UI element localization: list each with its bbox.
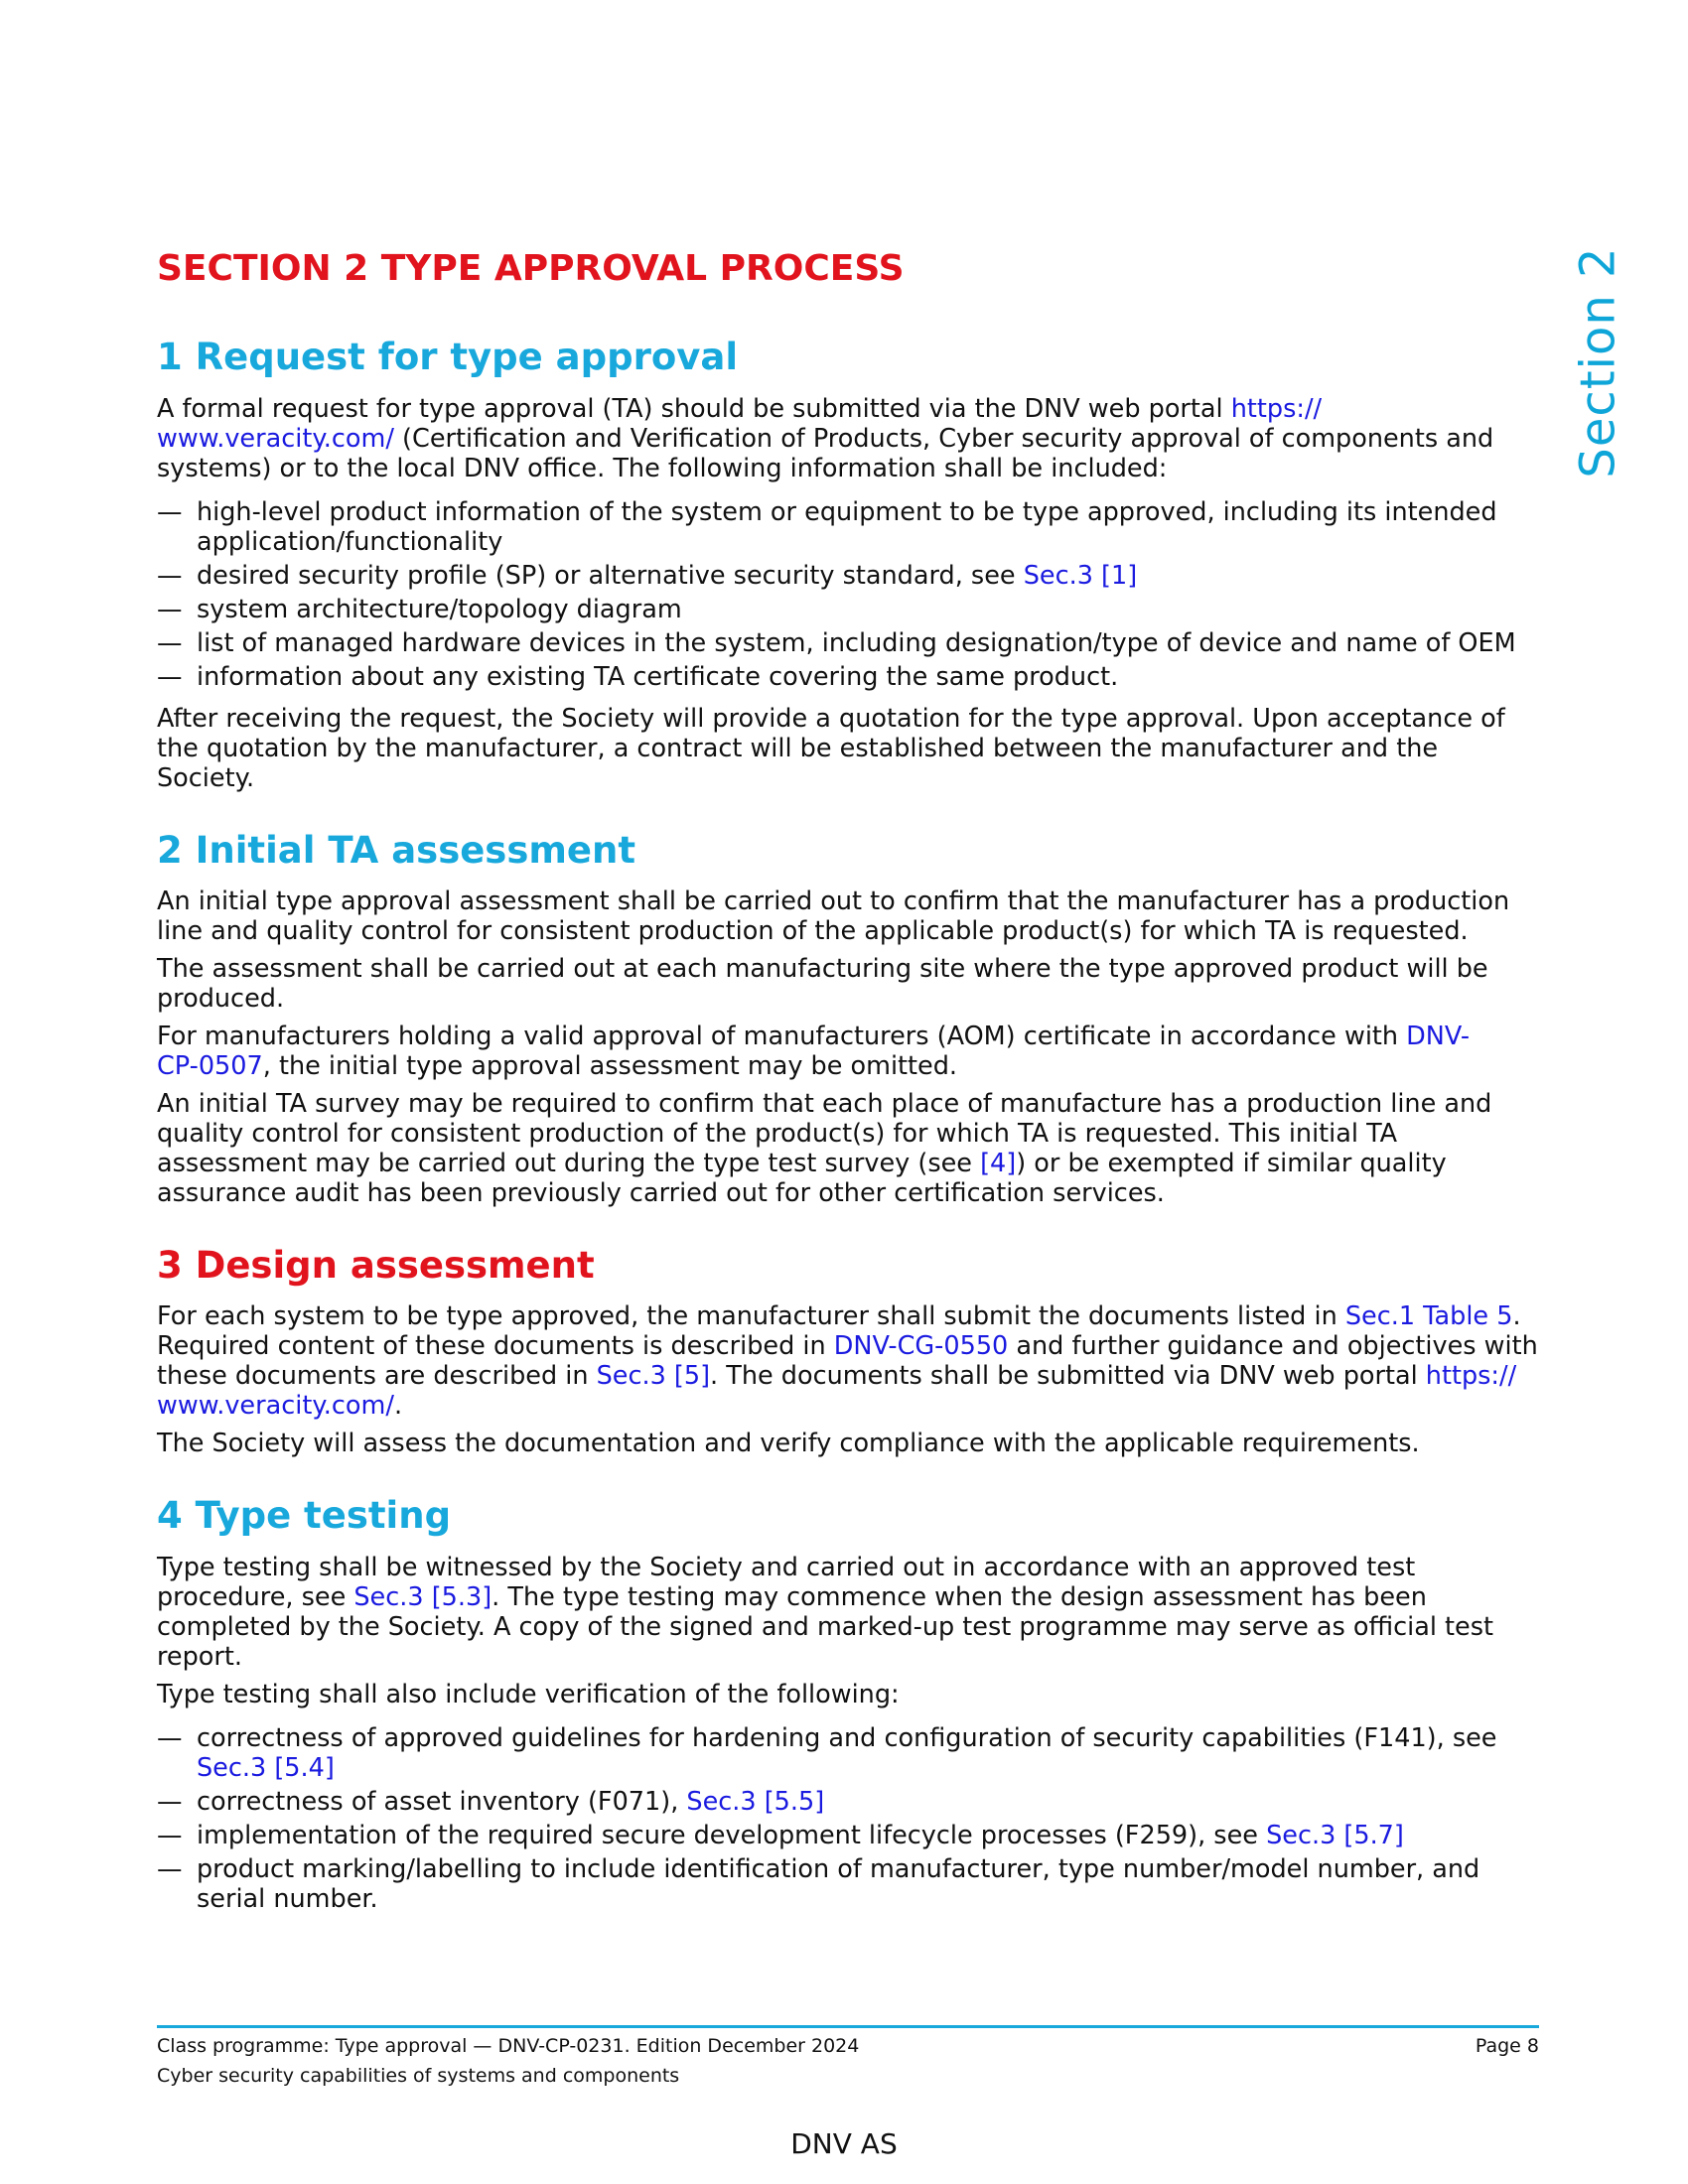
heading-type-testing: 4 Type testing xyxy=(157,1494,452,1538)
heading-design-assessment: 3 Design assessment xyxy=(157,1243,595,1287)
sec3-5-5-link[interactable]: Sec.3 [5.5] xyxy=(686,1786,825,1817)
paragraph: The Society will assess the documentation and verify compliance with the applicable requirements. xyxy=(157,1429,1420,1459)
sec3-5-3-link[interactable]: Sec.3 [5.3] xyxy=(353,1581,492,1612)
footer-document-subtitle: Cyber security capabilities of systems and components xyxy=(157,2065,680,2087)
sec1-table5-link[interactable]: Sec.1 Table 5 xyxy=(1344,1301,1513,1332)
subsection-request xyxy=(157,336,1539,792)
list-item: — product marking/labelling to include identification of manufacturer, type number/model number, and serial number. xyxy=(157,1854,1539,1914)
text: A formal request for type approval (TA) should be submitted via the DNV web portal xyxy=(157,393,1231,424)
paragraph: The assessment shall be carried out at each manufacturing site where the type approved product will be produced. xyxy=(157,953,1488,1014)
dnv-cp-0507-link[interactable]: DNV- CP-0507 xyxy=(157,1021,1471,1081)
section-title: SECTION 2 TYPE APPROVAL PROCESS xyxy=(157,248,905,289)
paragraph: For each system to be type approved, the manufacturer shall submit the documents listed in Sec.1 Table 5. Required content of these documents is described in DNV-CG-0550 and further guidance and objectives with these documents are described in Sec.3 [5]. The documents shall be submitted via DNV web portal https:// www.veracity.com/. xyxy=(157,1301,1538,1422)
list-item: — system architecture/topology diagram xyxy=(157,595,1539,624)
list-item: — high-level product information of the system or equipment to be type approved, including its intended application/functionality xyxy=(157,497,1539,557)
list-item: — correctness of approved guidelines for hardening and configuration of security capabilities (F141), see Sec.3 [5.4] xyxy=(157,1723,1539,1783)
paragraph: An initial TA survey may be required to confirm that each place of manufacture has a production line and quality control for consistent production of the product(s) for which TA is requested. This initial TA assessment may be carried out during the type test survey (see [4]) or be exempted if similar quality assurance audit has been previously carried out for other certification services. xyxy=(157,1088,1492,1208)
ref-4-link[interactable]: [4] xyxy=(980,1148,1017,1178)
list-item: — desired security profile (SP) or alternative security standard, see Sec.3 [1] xyxy=(157,561,1539,591)
page-number: Page 8 xyxy=(1475,2035,1539,2057)
paragraph: An initial type approval assessment shall be carried out to confirm that the manufacturer has a production line and quality control for consistent production of the applicable product(s) for which TA is requested. xyxy=(157,886,1510,946)
paragraph: After receiving the request, the Society will provide a quotation for the type approval. Upon acceptance of the quotation by the manufacturer, a contract will be established between the manufacturer and the Society. xyxy=(157,703,1505,793)
paragraph: Type testing shall also include verification of the following: xyxy=(157,1679,900,1709)
veracity-link[interactable]: https:// www.veracity.com/ xyxy=(157,1361,1517,1422)
paragraph: For manufacturers holding a valid approval of manufacturers (AOM) certificate in accordance with DNV- CP-0507, the initial type approval assessment may be omitted. xyxy=(157,1021,1471,1081)
list-item: — correctness of asset inventory (F071), Sec.3 [5.5] xyxy=(157,1787,1539,1817)
subsection-design-assessment xyxy=(157,1244,1539,1458)
sec3-5-4-link[interactable]: Sec.3 [5.4] xyxy=(197,1752,335,1783)
list-item: — list of managed hardware devices in the system, including designation/type of device and name of OEM xyxy=(157,628,1539,658)
list-item: — information about any existing TA certificate covering the same product. xyxy=(157,662,1539,692)
subsection-initial-assessment xyxy=(157,829,1539,1208)
company-name: DNV AS xyxy=(790,2127,898,2160)
subsection-type-testing xyxy=(157,1494,1539,1913)
side-tab-label: Section 2 xyxy=(1571,246,1627,478)
dnv-cg-0550-link[interactable]: DNV-CG-0550 xyxy=(833,1331,1009,1362)
heading-request-for-type-approval: 1 Request for type approval xyxy=(157,336,739,379)
text: (Certification and Verification of Products, Cyber security approval of components and systems) or to the local DNV office. The following information shall be included: xyxy=(157,423,1494,483)
footer-document-title: Class programme: Type approval — DNV-CP-0231. Edition December 2024 xyxy=(157,2035,860,2057)
heading-initial-ta-assessment: 2 Initial TA assessment xyxy=(157,828,636,872)
footer-divider xyxy=(157,2025,1539,2028)
document-body xyxy=(157,243,1539,1950)
sec3-1-link[interactable]: Sec.3 [1] xyxy=(1023,560,1138,591)
paragraph: Type testing shall be witnessed by the Society and carried out in accordance with an approved test procedure, see Sec.3 [5.3]. The type testing may commence when the design assessment has been completed by the Society. A copy of the signed and marked-up test programme may serve as official test report. xyxy=(157,1552,1494,1672)
veracity-link[interactable]: https:// www.veracity.com/ xyxy=(157,393,1323,454)
list-item: — implementation of the required secure development lifecycle processes (F259), see Sec.3 [5.7] xyxy=(157,1821,1539,1850)
sec3-5-link[interactable]: Sec.3 [5] xyxy=(596,1361,711,1392)
paragraph xyxy=(157,394,1539,483)
verification-list xyxy=(157,1723,1539,1914)
info-list xyxy=(157,497,1539,692)
section-side-tab xyxy=(1549,248,1648,477)
sec3-5-7-link[interactable]: Sec.3 [5.7] xyxy=(1266,1820,1404,1850)
